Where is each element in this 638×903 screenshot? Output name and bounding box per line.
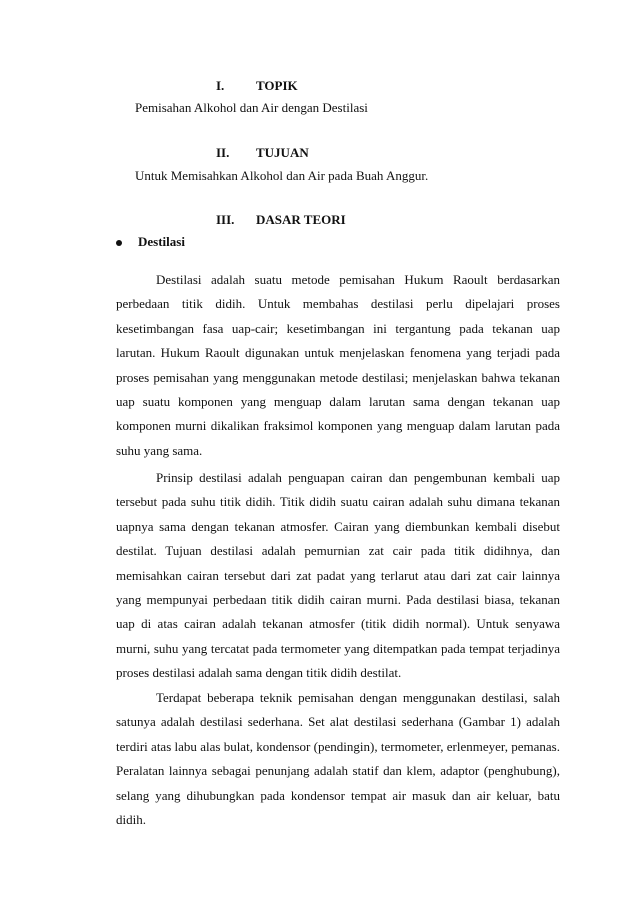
section-title: DASAR TEORI [256, 212, 346, 227]
paragraph-3 [116, 686, 560, 832]
paragraph-2 [116, 466, 560, 686]
bullet-icon [116, 240, 122, 246]
paragraph-text: Prinsip destilasi adalah penguapan cairan dan pengembunan kembali uap tersebut pada suhu titik didih. Titik didih suatu cairan adalah suhu dimana tekanan uapnya sama dengan tekanan atmosfer. Cairan yang diembunkan kembali disebut destilat. Tujuan destilasi adalah pemurnian zat cair pada titik didihnya, dan memisahkan cairan tersebut dari zat padat yang terlarut atau dari zat cair lainnya yang mempunyai perbedaan titik didih cairan murni. Pada destilasi biasa, tekanan uap di atas cairan adalah tekanan atmosfer (titik didih normal). Untuk senyawa murni, suhu yang tercatat pada termometer yang ditempatkan pada tempat terjadinya proses destilasi adalah sama dengan titik didih destilat. [116, 470, 560, 681]
bullet-label: Destilasi [138, 234, 185, 249]
section-title: TOPIK [256, 78, 298, 93]
paragraph-1 [116, 268, 560, 463]
section-number: III. [216, 212, 235, 227]
section-number: II. [216, 145, 230, 160]
section-content-topik: Pemisahan Alkohol dan Air dengan Destilasi [135, 100, 368, 115]
paragraph-text: Terdapat beberapa teknik pemisahan dengan menggunakan destilasi, salah satunya adalah destilasi sederhana. Set alat destilasi sederhana (Gambar 1) adalah terdiri atas labu alas bulat, kondensor (pendingin), termometer, erlenmeyer, pemanas. Peralatan lainnya sebagai penunjang adalah statif dan klem, adaptor (penghubung), selang yang dihubungkan pada kondensor tempat air masuk dan air keluar, batu didih. [116, 690, 560, 828]
section-number: I. [216, 78, 225, 93]
paragraph-text: Destilasi adalah suatu metode pemisahan Hukum Raoult berdasarkan perbedaan titik didih. Untuk membahas destilasi perlu dipelajari proses kesetimbangan fasa uap-cair; kesetimbangan ini tergantung pada tekanan uap larutan. Hukum Raoult digunakan untuk menjelaskan fenomena yang terjadi pada proses pemisahan yang menggunakan metode destilasi; menjelaskan bahwa tekanan uap suatu komponen yang menguap dalam larutan sama dengan tekanan uap komponen murni dikalikan fraksimol komponen yang menguap dalam larutan pada suhu yang sama. [116, 272, 560, 458]
section-content-tujuan: Untuk Memisahkan Alkohol dan Air pada Buah Anggur. [135, 168, 429, 183]
section-title: TUJUAN [256, 145, 309, 160]
